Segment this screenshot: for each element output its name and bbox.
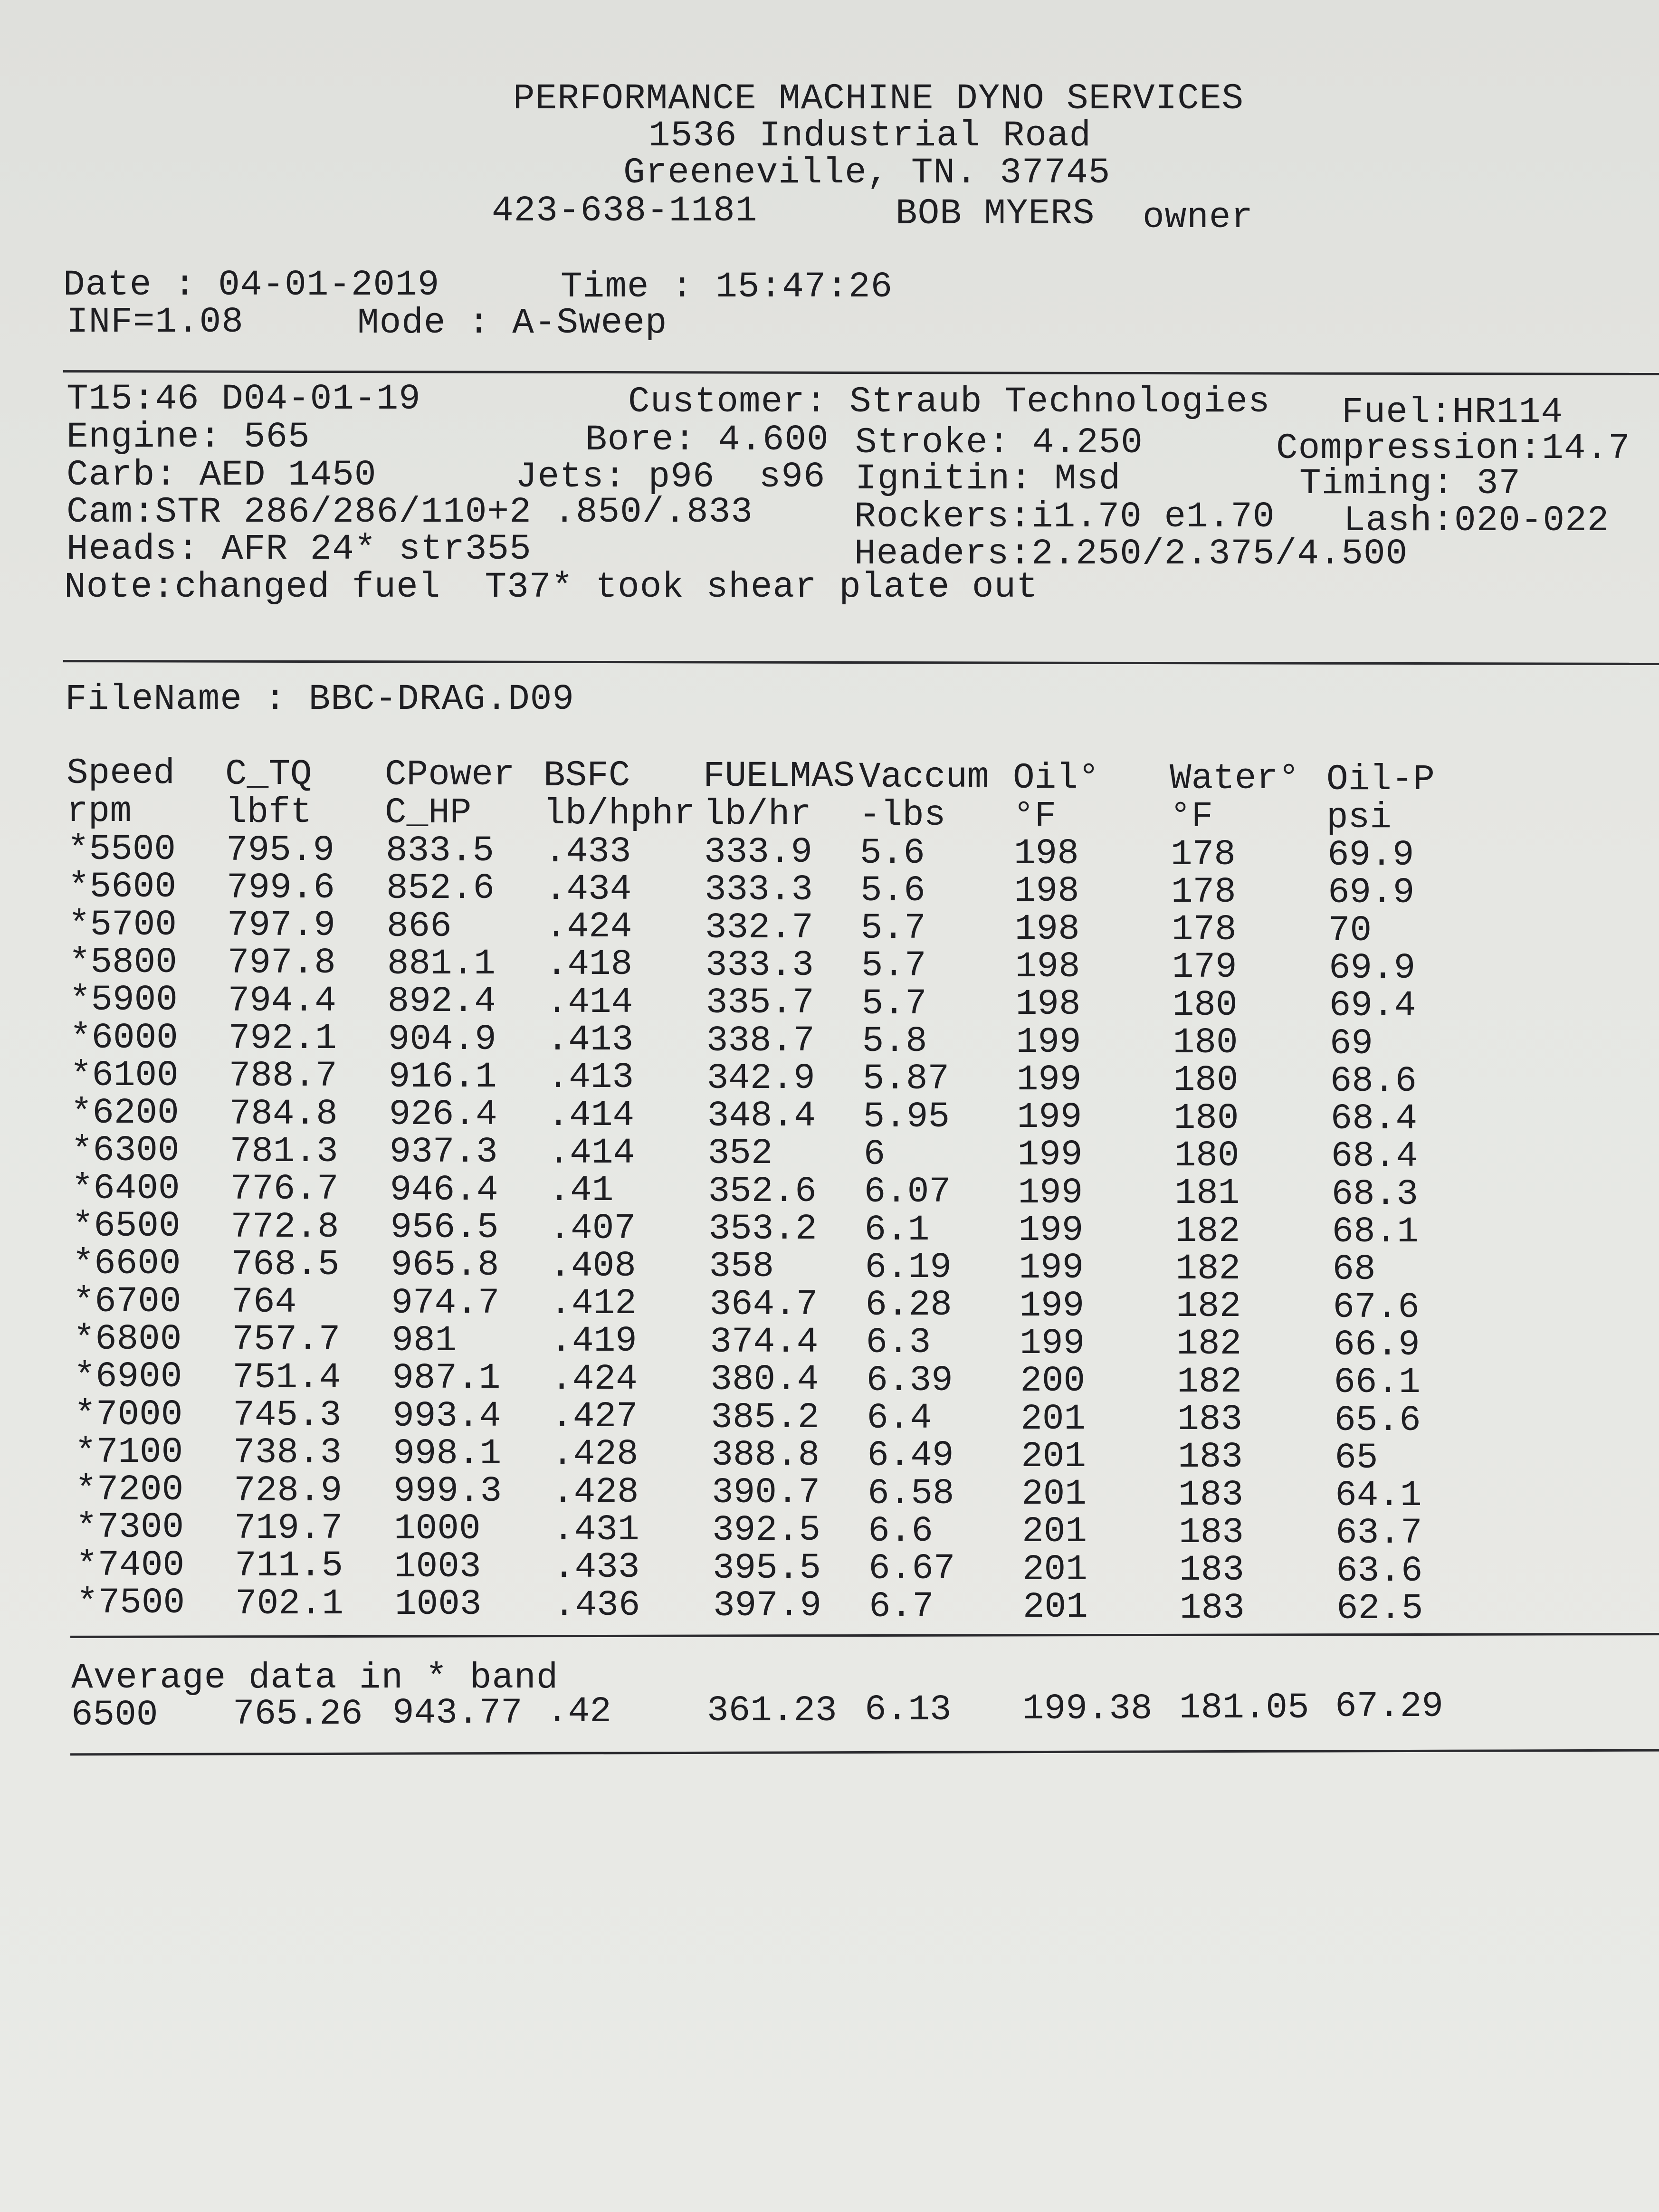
cell-fuelmass: 364.7 [709,1284,818,1325]
cell-power: 987.1 [392,1358,501,1399]
cell-fuelmass: 392.5 [712,1510,821,1551]
cell-vacuum: 6.4 [867,1398,932,1439]
col-header-speed: Speed [67,753,175,794]
cell-power: 956.5 [390,1207,499,1248]
cell-bsfc: .419 [550,1321,637,1362]
cell-torque: 751.4 [232,1357,341,1398]
cell-oil-pressure: 67.6 [1333,1287,1420,1328]
cell-bsfc: .428 [552,1471,639,1513]
spec-fuel: Fuel:HR114 [1342,392,1564,433]
spec-headers: Headers:2.250/2.375/4.500 [854,534,1408,574]
cell-oil-temp: 199 [1019,1285,1085,1326]
cell-oil-temp: 201 [1020,1398,1086,1440]
spec-timing: Timing: 37 [1299,463,1521,504]
cell-vacuum: 6.6 [868,1510,933,1552]
cell-fuelmass: 385.2 [711,1397,820,1438]
cell-vacuum: 5.7 [861,945,926,987]
cell-water-temp: 179 [1172,947,1237,988]
cell-water-temp: 181 [1174,1173,1240,1214]
col-unit-torque: lbft [225,791,312,833]
cell-speed: *6100 [70,1055,179,1096]
cell-water-temp: 178 [1171,834,1236,875]
cell-oil-pressure: 65.6 [1334,1400,1421,1441]
run-time: Time : 15:47:26 [561,267,893,307]
cell-water-temp: 182 [1177,1361,1242,1402]
spec-carb: Carb: AED 1450 [67,455,377,496]
cell-power: 981 [391,1320,457,1361]
cell-oil-pressure: 64.1 [1335,1475,1422,1516]
cell-torque: 728.9 [234,1470,343,1511]
file-name: FileName : BBC-DRAG.D09 [65,679,574,720]
cell-torque: 711.5 [235,1545,343,1587]
cell-speed: *6500 [72,1206,181,1247]
cell-fuelmass: 333.3 [704,869,813,911]
cell-oil-temp: 199 [1016,1059,1082,1100]
average-oil-pressure: 67.29 [1335,1686,1444,1727]
spec-engine: Engine: 565 [67,417,310,458]
col-unit-bsfc: lb/hphr [543,793,696,834]
cell-power: 1003 [395,1584,482,1625]
cell-water-temp: 178 [1171,909,1237,951]
run-mode: Mode : A-Sweep [357,303,667,343]
divider-4 [70,1749,1659,1756]
cell-water-temp: 183 [1178,1437,1243,1478]
cell-oil-pressure: 66.9 [1333,1324,1420,1365]
cell-vacuum: 6.07 [864,1172,951,1213]
cell-torque: 799.6 [226,867,335,908]
cell-water-temp: 183 [1179,1512,1244,1553]
cell-fuelmass: 335.7 [706,982,814,1024]
cell-bsfc: .412 [550,1283,637,1325]
cell-water-temp: 180 [1173,1060,1239,1101]
col-unit-power: C_HP [385,792,472,834]
cell-oil-pressure: 68.4 [1331,1136,1418,1177]
cell-vacuum: 6.39 [866,1360,953,1401]
cell-power: 866 [386,906,452,947]
col-header-bsfc: BSFC [543,755,630,796]
cell-bsfc: .427 [551,1396,638,1437]
divider-1 [63,370,1659,375]
cell-oil-pressure: 63.6 [1336,1550,1423,1592]
cell-vacuum: 6.49 [867,1435,954,1477]
cell-power: 993.4 [392,1395,501,1437]
cell-fuelmass: 388.8 [711,1434,820,1476]
cell-power: 1000 [394,1508,481,1550]
average-bsfc: .42 [546,1691,611,1733]
cell-vacuum: 6.3 [866,1322,931,1363]
cell-oil-pressure: 68.4 [1330,1098,1418,1140]
cell-torque: 792.1 [228,1018,337,1059]
cell-fuelmass: 395.5 [713,1547,821,1589]
cell-fuelmass: 374.4 [710,1321,819,1363]
col-unit-speed: rpm [67,791,132,832]
cell-vacuum: 6.1 [864,1209,930,1250]
cell-oil-pressure: 68.3 [1331,1173,1418,1215]
spec-bore: Bore: 4.600 [585,420,829,460]
cell-bsfc: .434 [544,868,632,910]
cell-torque: 795.9 [226,830,335,871]
cell-speed: *6700 [73,1281,181,1322]
cell-oil-pressure: 65 [1335,1437,1378,1478]
average-label: Average data in * band [71,1658,559,1698]
cell-speed: *5600 [67,867,176,908]
cell-fuelmass: 397.9 [713,1585,822,1626]
cell-bsfc: .418 [545,944,633,985]
cell-fuelmass: 338.7 [706,1020,815,1061]
cell-torque: 757.7 [232,1319,341,1361]
cell-speed: *6400 [71,1168,180,1209]
cell-oil-pressure: 62.5 [1336,1588,1423,1629]
spec-lash: Lash:020-022 [1344,500,1610,541]
average-fuelmass: 361.23 [707,1690,837,1732]
cell-torque: 781.3 [229,1131,338,1172]
cell-speed: *7100 [75,1431,183,1473]
cell-water-temp: 180 [1172,984,1238,1026]
cell-fuelmass: 348.4 [707,1096,816,1137]
col-header-fuelmass: FUELMAS [703,756,855,797]
cell-speed: *5800 [68,942,177,983]
cell-torque: 768.5 [231,1244,340,1285]
cell-vacuum: 6.28 [865,1285,952,1326]
cell-oil-temp: 198 [1015,946,1080,987]
cell-vacuum: 5.6 [860,870,925,911]
cell-water-temp: 183 [1179,1550,1244,1591]
cell-oil-temp: 201 [1023,1587,1088,1628]
cell-speed: *6300 [71,1130,180,1172]
cell-fuelmass: 332.7 [705,907,813,948]
run-date: Date : 04-01-2019 [63,265,440,305]
cell-torque: 719.7 [234,1507,343,1549]
cell-vacuum: 6.19 [865,1247,952,1288]
cell-speed: *6900 [74,1356,182,1398]
cell-vacuum: 5.6 [860,832,925,874]
cell-fuelmass: 390.7 [712,1472,820,1514]
cell-power: 998.1 [393,1433,502,1474]
col-header-oil-pressure: Oil-P [1326,759,1435,800]
col-header-oil-temp: Oil° [1013,757,1100,799]
cell-fuelmass: 342.9 [706,1058,815,1099]
cell-power: 937.3 [389,1132,498,1173]
cell-oil-temp: 199 [1020,1323,1085,1364]
average-water-temp: 181.05 [1179,1687,1309,1728]
cell-power: 892.4 [387,981,496,1022]
spec-ignition: Ignitin: Msd [855,458,1121,499]
cell-power: 881.1 [387,943,496,984]
cell-bsfc: .407 [549,1208,636,1249]
cell-oil-temp: 198 [1015,984,1081,1025]
cell-power: 999.3 [393,1471,502,1512]
cell-oil-pressure: 69.9 [1328,947,1416,989]
cell-water-temp: 183 [1177,1399,1243,1440]
cell-torque: 788.7 [229,1056,337,1097]
average-oil-temp: 199.38 [1022,1688,1153,1729]
cell-oil-pressure: 69 [1329,1023,1373,1064]
cell-oil-temp: 198 [1014,833,1079,874]
cell-water-temp: 180 [1173,1097,1239,1139]
cell-bsfc: .41 [548,1170,614,1211]
cell-oil-temp: 201 [1021,1436,1087,1477]
col-header-vacuum: Vaccum [859,757,989,798]
spec-customer: Customer: Straub Technologies [628,381,1270,422]
col-unit-fuelmass: lb/hr [703,794,812,835]
cell-torque: 764 [231,1282,297,1323]
cell-water-temp: 178 [1171,871,1236,913]
cell-oil-temp: 199 [1017,1097,1082,1138]
cell-bsfc: .414 [548,1132,635,1173]
cell-power: 1003 [394,1546,481,1587]
cell-speed: *7200 [75,1469,184,1511]
cell-speed: *5700 [68,904,177,945]
cell-fuelmass: 352 [707,1133,773,1174]
col-header-power: CPower [385,754,515,796]
cell-oil-temp: 199 [1018,1172,1083,1213]
cell-oil-pressure: 68.1 [1332,1211,1419,1252]
cell-oil-pressure: 63.7 [1335,1513,1422,1554]
cell-water-temp: 182 [1175,1248,1241,1289]
cell-torque: 776.7 [230,1169,339,1210]
cell-water-temp: 180 [1174,1135,1239,1176]
average-speed: 6500 [71,1695,158,1735]
cell-oil-temp: 198 [1014,871,1079,912]
cell-power: 833.5 [386,830,495,871]
spec-stroke: Stroke: 4.250 [855,422,1143,463]
col-unit-vacuum: -lbs [859,795,946,836]
run-inf: INF=1.08 [67,302,244,343]
cell-bsfc: .413 [546,1020,634,1060]
cell-oil-pressure: 69.9 [1327,835,1414,876]
col-unit-water-temp: °F [1170,796,1213,838]
cell-vacuum: 5.87 [862,1058,950,1100]
cell-bsfc: .408 [549,1245,636,1287]
cell-speed: *6600 [72,1243,181,1285]
cell-water-temp: 180 [1173,1022,1238,1063]
cell-vacuum: 5.8 [862,1021,927,1062]
cell-bsfc: .424 [545,906,632,948]
cell-oil-pressure: 69.9 [1327,872,1415,914]
cell-power: 946.4 [390,1169,498,1211]
cell-fuelmass: 380.4 [710,1359,819,1401]
cell-oil-temp: 199 [1019,1248,1084,1289]
cell-power: 974.7 [391,1282,500,1324]
divider-2 [63,660,1659,665]
cell-power: 916.1 [388,1056,497,1097]
cell-power: 926.4 [389,1094,497,1135]
average-vacuum: 6.13 [865,1689,952,1730]
cell-fuelmass: 353.2 [708,1209,817,1249]
cell-oil-temp: 201 [1021,1474,1087,1515]
cell-bsfc: .433 [544,831,631,872]
cell-water-temp: 183 [1180,1587,1245,1629]
col-header-torque: C_TQ [225,753,312,795]
cell-bsfc: .433 [553,1547,640,1588]
cell-bsfc: .431 [553,1509,639,1550]
cell-torque: 738.3 [233,1432,342,1474]
company-phone: 423-638-1181 [492,191,758,231]
cell-bsfc: .414 [547,1095,635,1136]
cell-speed: *7300 [76,1507,184,1548]
cell-bsfc: .413 [547,1057,634,1098]
cell-oil-temp: 199 [1018,1210,1084,1251]
company-address: 1536 Industrial Road [648,115,1092,156]
cell-speed: *6000 [69,1017,178,1058]
cell-oil-temp: 198 [1014,908,1080,950]
cell-water-temp: 182 [1176,1324,1242,1365]
col-header-water-temp: Water° [1170,758,1300,800]
spec-note: Note:changed fuel T37* took shear plate out [64,567,1039,608]
cell-oil-pressure: 69.4 [1329,985,1416,1027]
cell-torque: 745.3 [233,1395,342,1436]
spec-jets: Jets: p96 s96 [515,457,826,497]
cell-oil-temp: 200 [1020,1361,1086,1402]
company-city: Greeneville, TN. 37745 [623,153,1111,193]
cell-fuelmass: 352.6 [708,1171,817,1212]
cell-oil-pressure: 70 [1328,910,1372,951]
cell-bsfc: .414 [546,982,633,1023]
cell-fuelmass: 333.9 [704,832,813,873]
cell-water-temp: 182 [1175,1211,1240,1252]
cell-speed: *6800 [73,1318,182,1360]
cell-speed: *5900 [69,980,178,1021]
cell-fuelmass: 358 [709,1246,774,1287]
cell-vacuum: 6.7 [869,1586,934,1627]
cell-vacuum: 5.7 [861,983,927,1024]
cell-oil-temp: 199 [1016,1021,1081,1063]
cell-vacuum: 5.7 [860,908,926,949]
cell-speed: *7400 [76,1545,185,1586]
col-unit-oil-temp: °F [1013,795,1057,837]
spec-rockers: Rockers:i1.70 e1.70 [854,496,1275,537]
cell-torque: 797.9 [227,905,335,946]
spec-compression: Compression:14.7 [1276,428,1630,469]
cell-vacuum: 6.58 [868,1473,954,1514]
owner-name: BOB MYERS [896,193,1095,234]
spec-stamp: T15:46 D04-01-19 [67,379,421,420]
cell-speed: *6200 [70,1093,179,1134]
cell-speed: *7000 [74,1394,183,1435]
cell-water-temp: 183 [1178,1474,1243,1516]
cell-oil-pressure: 68 [1332,1249,1376,1290]
cell-torque: 784.8 [229,1093,338,1135]
owner-title: owner [1143,197,1254,238]
cell-speed: *5500 [67,829,176,870]
cell-torque: 794.4 [228,980,336,1021]
cell-vacuum: 6 [863,1134,886,1175]
spec-heads: Heads: AFR 24* str355 [67,529,532,570]
cell-oil-temp: 201 [1022,1549,1087,1590]
cell-power: 904.9 [388,1019,496,1060]
cell-oil-pressure: 68.6 [1330,1060,1417,1102]
spec-cam: Cam:STR 286/286/110+2 .850/.833 [67,492,753,533]
cell-bsfc: .436 [553,1584,640,1626]
cell-oil-pressure: 66.1 [1334,1362,1421,1403]
col-unit-oil-pressure: psi [1326,797,1392,838]
cell-speed: *7500 [76,1583,185,1623]
cell-oil-temp: 201 [1022,1511,1087,1553]
cell-power: 852.6 [386,868,495,909]
cell-fuelmass: 333.3 [705,944,814,986]
divider-3 [70,1633,1659,1638]
average-torque: 765.26 [233,1693,363,1735]
cell-bsfc: .428 [552,1434,639,1475]
cell-vacuum: 5.95 [863,1096,950,1137]
cell-oil-temp: 199 [1017,1135,1083,1176]
cell-vacuum: 6.67 [868,1548,955,1590]
cell-water-temp: 182 [1176,1286,1241,1327]
average-power: 943.77 [392,1692,523,1734]
cell-torque: 797.8 [227,943,336,984]
cell-torque: 772.8 [230,1206,339,1248]
company-name: PERFORMANCE MACHINE DYNO SERVICES [513,78,1244,119]
cell-torque: 702.1 [235,1583,344,1624]
cell-power: 965.8 [391,1245,499,1286]
cell-bsfc: .424 [551,1358,638,1400]
